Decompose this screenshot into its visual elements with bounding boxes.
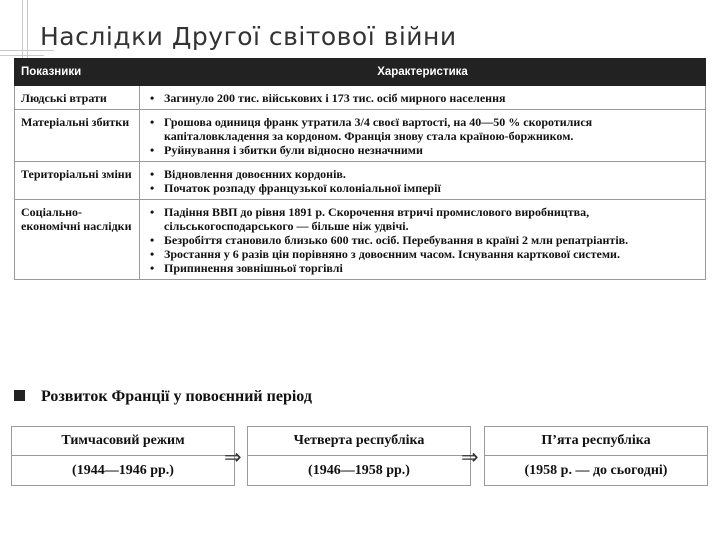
decorative-horizontal-line	[0, 55, 44, 56]
table-row	[15, 200, 706, 280]
header-characteristic: Характеристика	[140, 59, 706, 86]
table-row	[15, 110, 706, 162]
table-row	[15, 162, 706, 200]
indicator-cell: Матеріальні збитки	[15, 110, 140, 162]
indicator-cell: Територіальні зміни	[15, 162, 140, 200]
bullet-list	[146, 91, 699, 105]
period-box-fifth-republic	[484, 426, 708, 486]
period-dates: (1946—1958 рр.)	[308, 463, 410, 478]
characteristic-cell	[140, 200, 706, 280]
period-name: П’ята республіка	[485, 427, 707, 456]
bullet-item: • Руйнування і збитки були відносно незначними	[146, 143, 699, 157]
bullet-list	[146, 167, 699, 195]
bullet-item: • Початок розпаду французької колоніальної імперії	[146, 181, 699, 195]
slide-title: Наслідки Другої світової війни	[40, 22, 457, 51]
period-dates: (1958 р. — до сьогодні)	[524, 463, 668, 478]
bullet-item: • Падіння ВВП до рівня 1891 р. Скорочення втричі промислового виробництва, сільськогосподарського — більше ніж удвічі.	[146, 205, 699, 233]
period-box-fourth-republic	[247, 426, 471, 486]
period-dates: (1944—1946 рр.)	[72, 463, 174, 478]
bullet-list	[146, 205, 699, 275]
bullet-item: • Припинення зовнішньої торгівлі	[146, 261, 699, 275]
indicator-cell: Людські втрати	[15, 86, 140, 110]
table-header-row	[15, 59, 706, 86]
indicator-cell: Соціально-економічні наслідки	[15, 200, 140, 280]
bullet-item: • Зростання у 6 разів цін порівняно з довоєнним часом. Існування карткової системи.	[146, 247, 699, 261]
consequences-table	[14, 58, 706, 280]
characteristic-cell	[140, 110, 706, 162]
period-name: Четверта республіка	[248, 427, 470, 456]
characteristic-cell	[140, 86, 706, 110]
characteristic-cell	[140, 162, 706, 200]
header-indicators: Показники	[15, 59, 140, 86]
section-title: Розвиток Франції у повоєнний період	[41, 388, 312, 405]
bullet-item: • Загинуло 200 тис. військових і 173 тис. осіб мирного населення	[146, 91, 699, 105]
bullet-list	[146, 115, 699, 157]
section-heading	[14, 388, 312, 406]
period-name: Тимчасовий режим	[12, 427, 234, 456]
period-box-temporary-regime	[11, 426, 235, 486]
bullet-item: • Відновлення довоєнних кордонів.	[146, 167, 699, 181]
bullet-item: • Грошова одиниця франк утратила 3/4 своєї вартості, на 40—50 % скоротилися капіталовкладення за кордоном. Франція знову стала країною-боржником.	[146, 115, 699, 143]
right-double-arrow-icon: ⇒	[461, 445, 479, 469]
square-bullet-icon	[14, 390, 25, 401]
table-row	[15, 86, 706, 110]
right-double-arrow-icon: ⇒	[224, 445, 242, 469]
bullet-item: • Безробіття становило близько 600 тис. осіб. Перебування в країні 2 млн репатріантів.	[146, 233, 699, 247]
